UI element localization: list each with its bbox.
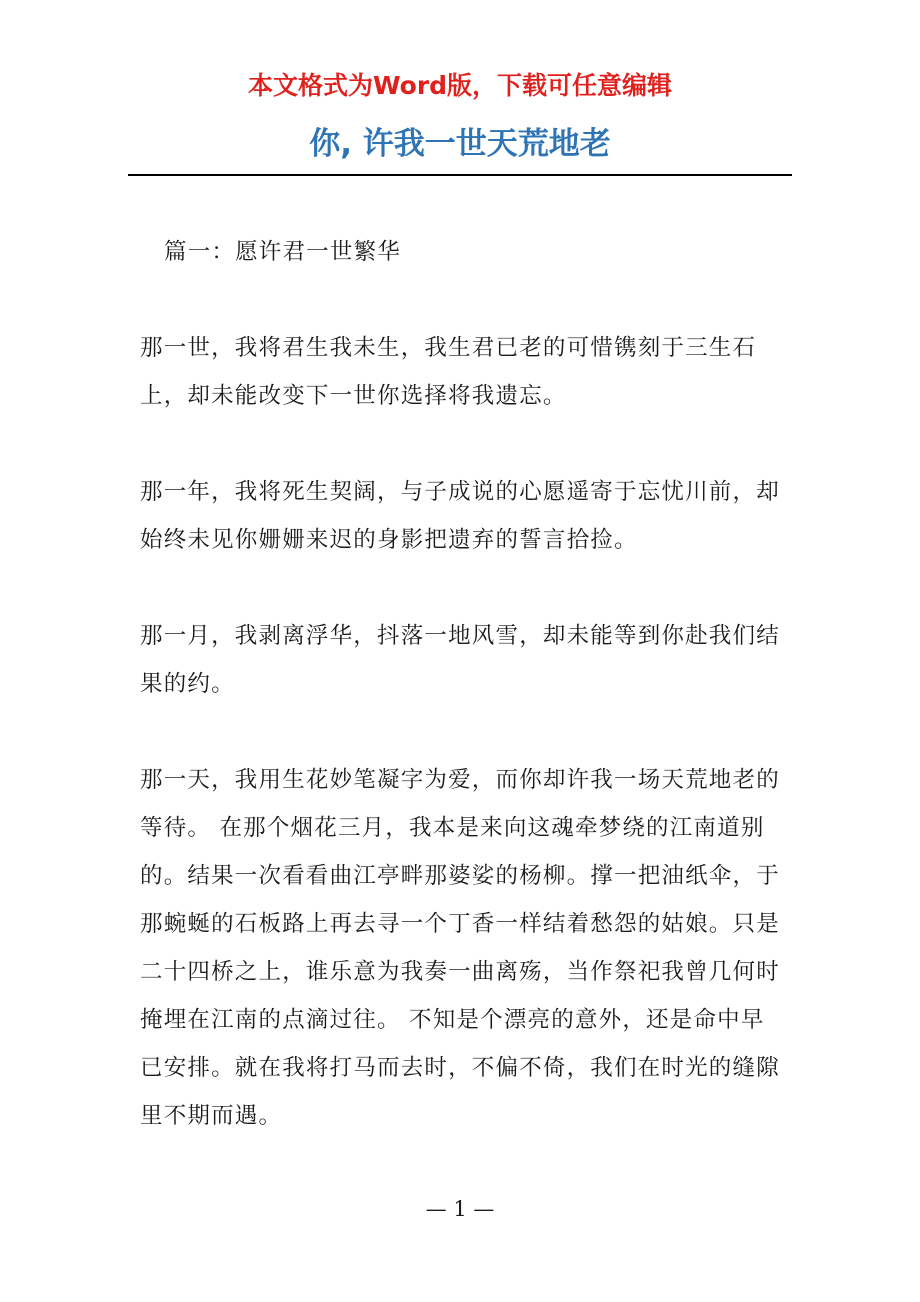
paragraph: 那一世，我将君生我未生，我生君已老的可惜镌刻于三生石上，却未能改变下一世你选择将我遗忘。: [140, 335, 757, 409]
title-divider: [128, 174, 792, 176]
chapter-heading: 篇一：愿许君一世繁华: [164, 239, 402, 265]
paragraph: 那一月，我剥离浮华，抖落一地风雪，却未能等到你赴我们结果的约。: [140, 623, 780, 697]
document-body: [140, 228, 786, 1188]
paragraph: 那一年，我将死生契阔，与子成说的心愿遥寄于忘忧川前，却始终未见你姗姗来迟的身影把遗弃的誓言拾捡。: [140, 479, 780, 553]
download-notice: 本文格式为Word版，下载可任意编辑: [247, 71, 673, 100]
paragraph: 那一天，我用生花妙笔凝字为爱，而你却许我一场天荒地老的等待。 在那个烟花三月，我本是来向这魂牵梦绕的江南道别的。结果一次看看曲江亭畔那婆娑的杨柳。撑一把油纸伞，于那蜿蜒的石板路上再去寻一个丁香一样结着愁怨的姑娘。只是二十四桥之上，谁乐意为我奏一曲离殇，当作祭祀我曾几何时掩埋在江南的点滴过往。 不知是个漂亮的意外，还是命中早已安排。就在我将打马而去时，不偏不倚，我们在时光的缝隙里不期而遇。: [140, 767, 780, 1129]
page-number: — 1 —: [425, 1197, 495, 1221]
document-title: 你, 许我一世天荒地老: [309, 126, 611, 162]
